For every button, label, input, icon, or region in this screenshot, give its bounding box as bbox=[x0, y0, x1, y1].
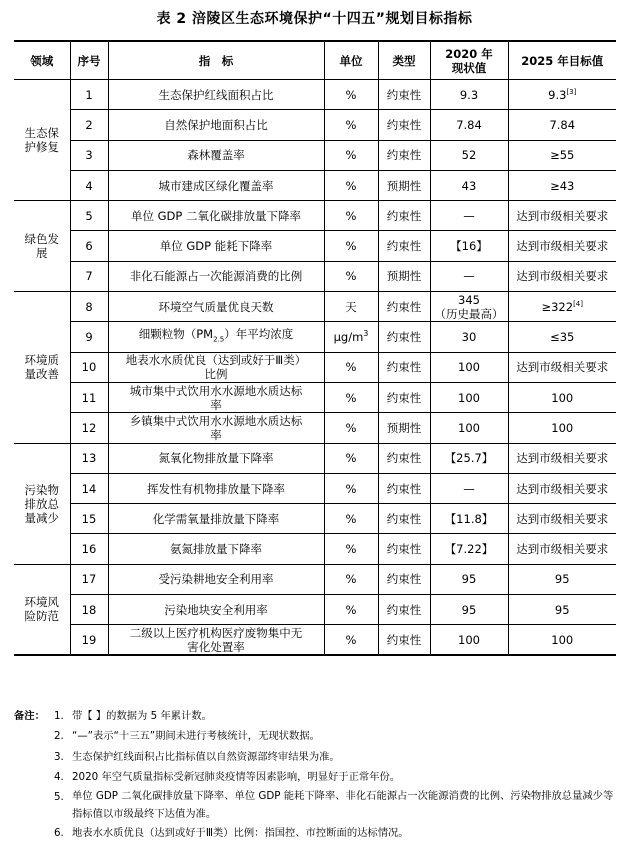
table-row bbox=[14, 564, 616, 594]
header-unit: 单位 bbox=[324, 41, 378, 80]
value-2025-cell: 达到市级相关要求 bbox=[508, 504, 616, 534]
unit-cell: % bbox=[324, 443, 378, 473]
type-cell: 约束性 bbox=[378, 201, 430, 231]
value-2020-cell: 100 bbox=[430, 352, 508, 382]
type-cell: 约束性 bbox=[378, 564, 430, 594]
value-2020-cell: 100 bbox=[430, 382, 508, 412]
value-2020-cell: — bbox=[430, 201, 508, 231]
notes-label: 备注： bbox=[14, 710, 45, 722]
unit-cell: % bbox=[324, 473, 378, 503]
value-2025-cell: 100 bbox=[508, 382, 616, 412]
header-indicator: 指 标 bbox=[108, 41, 324, 80]
seq-cell: 6 bbox=[70, 231, 108, 261]
table-row bbox=[14, 322, 616, 352]
value-2020-cell: 52 bbox=[430, 140, 508, 170]
unit-cell: 天 bbox=[324, 292, 378, 322]
indicator-cell: 单位 GDP 二氧化碳排放量下降率 bbox=[108, 201, 324, 231]
indicator-table bbox=[14, 40, 616, 656]
indicator-cell: 细颗粒物$(PM_{2.5})$年平均浓度 bbox=[108, 322, 324, 352]
seq-cell: 14 bbox=[70, 473, 108, 503]
unit-cell: % bbox=[324, 201, 378, 231]
value-2020-cell: 95 bbox=[430, 595, 508, 625]
table-row bbox=[14, 201, 616, 231]
indicator-cell: 环境空气质量优良天数 bbox=[108, 292, 324, 322]
type-cell: 约束性 bbox=[378, 140, 430, 170]
unit-cell: $\mu g/m^3$ bbox=[324, 322, 378, 352]
unit-cell: % bbox=[324, 413, 378, 443]
table-title: 表 2 涪陵区生态环境保护“十四五”规划目标指标 bbox=[156, 11, 473, 27]
seq-cell: 7 bbox=[70, 261, 108, 291]
domain-cell: 污染物 排放总 量减少 bbox=[14, 443, 70, 564]
unit-cell: % bbox=[324, 595, 378, 625]
table-row bbox=[14, 473, 616, 503]
table-row bbox=[14, 292, 616, 322]
type-cell: 预期性 bbox=[378, 261, 430, 291]
seq-cell: 8 bbox=[70, 292, 108, 322]
unit-cell: % bbox=[324, 504, 378, 534]
table-row bbox=[14, 443, 616, 473]
value-2020-cell: 【7.22】 bbox=[430, 534, 508, 564]
type-cell: 约束性 bbox=[378, 382, 430, 412]
seq-cell: 13 bbox=[70, 443, 108, 473]
value-2025-cell: 9.3[3] bbox=[508, 80, 616, 110]
header-2025: 2025 年目标值 bbox=[508, 41, 616, 80]
value-2020-cell: 100 bbox=[430, 413, 508, 443]
table-row bbox=[14, 413, 616, 443]
footnote-ref: [4] bbox=[573, 299, 583, 308]
indicator-cell: 化学需氧量排放量下降率 bbox=[108, 504, 324, 534]
value-2025-cell: 达到市级相关要求 bbox=[508, 261, 616, 291]
value-2025-cell: 100 bbox=[508, 625, 616, 655]
table-row bbox=[14, 110, 616, 140]
table-row bbox=[14, 504, 616, 534]
note-item: 备注： 1. 带【 】的数据为 5 年累计数。 bbox=[14, 706, 624, 726]
table-row bbox=[14, 382, 616, 412]
seq-cell: 1 bbox=[70, 80, 108, 110]
type-cell: 约束性 bbox=[378, 504, 430, 534]
table-row bbox=[14, 261, 616, 291]
table-row bbox=[14, 534, 616, 564]
value-2020-cell: 【11.8】 bbox=[430, 504, 508, 534]
table-row bbox=[14, 595, 616, 625]
domain-cell: 绿色发 展 bbox=[14, 201, 70, 292]
value-2020-cell: 7.84 bbox=[430, 110, 508, 140]
seq-cell: 9 bbox=[70, 322, 108, 352]
value-2020-cell: 95 bbox=[430, 564, 508, 594]
indicator-cell: 森林覆盖率 bbox=[108, 140, 324, 170]
note-item: 2. “—”表示“十三五”期间未进行考核统计，无现状数据。 bbox=[54, 730, 320, 743]
type-cell: 约束性 bbox=[378, 322, 430, 352]
type-cell: 预期性 bbox=[378, 170, 430, 200]
type-cell: 约束性 bbox=[378, 534, 430, 564]
table-row bbox=[14, 80, 616, 110]
table-row bbox=[14, 231, 616, 261]
unit-cell: % bbox=[324, 140, 378, 170]
indicator-cell: 氨氮排放量下降率 bbox=[108, 534, 324, 564]
type-cell: 约束性 bbox=[378, 110, 430, 140]
unit-cell: % bbox=[324, 625, 378, 655]
value-2025-cell: 达到市级相关要求 bbox=[508, 473, 616, 503]
value-2025-cell: ≥55 bbox=[508, 140, 616, 170]
seq-cell: 11 bbox=[70, 382, 108, 412]
unit-cell: % bbox=[324, 80, 378, 110]
header-seq: 序号 bbox=[70, 41, 108, 80]
value-2025-cell: 95 bbox=[508, 564, 616, 594]
unit-cell: % bbox=[324, 261, 378, 291]
indicator-cell: 生态保护红线面积占比 bbox=[108, 80, 324, 110]
header-2020 bbox=[430, 41, 508, 80]
indicator-cell: 城市集中式饮用水水源地水质达标 率 bbox=[108, 382, 324, 412]
seq-cell: 16 bbox=[70, 534, 108, 564]
unit-cell: % bbox=[324, 534, 378, 564]
seq-cell: 2 bbox=[70, 110, 108, 140]
type-cell: 约束性 bbox=[378, 443, 430, 473]
value-2025-cell: 达到市级相关要求 bbox=[508, 231, 616, 261]
indicator-cell: 污染地块安全利用率 bbox=[108, 595, 324, 625]
unit-cell: % bbox=[324, 352, 378, 382]
unit-cell: % bbox=[324, 382, 378, 412]
domain-cell: 生态保 护修复 bbox=[14, 80, 70, 201]
note-item: 5. 单位 GDP 二氧化碳排放量下降率、单位 GDP 能耗下降率、非化石能源占一次能源消费的比例、污染物排放总量减少等指标值以市级最终下达值为准。 bbox=[54, 790, 614, 821]
value-2025-cell: 达到市级相关要求 bbox=[508, 443, 616, 473]
value-2025-cell: ≤35 bbox=[508, 322, 616, 352]
indicator-cell: 地表水水质优良（达到或好于Ⅲ类） 比例 bbox=[108, 352, 324, 382]
unit-cell: % bbox=[324, 170, 378, 200]
indicator-cell: 自然保护地面积占比 bbox=[108, 110, 324, 140]
value-2020-cell: — bbox=[430, 473, 508, 503]
header-type: 类型 bbox=[378, 41, 430, 80]
value-2020-cell: 100 bbox=[430, 625, 508, 655]
indicator-cell: 非化石能源占一次能源消费的比例 bbox=[108, 261, 324, 291]
value-2025-cell: ≥322[4] bbox=[508, 292, 616, 322]
type-cell: 约束性 bbox=[378, 231, 430, 261]
seq-cell: 5 bbox=[70, 201, 108, 231]
type-cell: 约束性 bbox=[378, 625, 430, 655]
notes-section bbox=[14, 706, 624, 843]
header-domain: 领域 bbox=[14, 41, 70, 80]
header-row bbox=[14, 41, 616, 80]
value-2025-cell: ≥43 bbox=[508, 170, 616, 200]
type-cell: 预期性 bbox=[378, 413, 430, 443]
unit-cell: % bbox=[324, 231, 378, 261]
type-cell: 约束性 bbox=[378, 473, 430, 503]
table-row bbox=[14, 170, 616, 200]
seq-cell: 12 bbox=[70, 413, 108, 443]
seq-cell: 18 bbox=[70, 595, 108, 625]
domain-cell: 环境质 量改善 bbox=[14, 292, 70, 443]
table-row bbox=[14, 352, 616, 382]
value-2025-cell: 达到市级相关要求 bbox=[508, 201, 616, 231]
value-2020-cell: 【16】 bbox=[430, 231, 508, 261]
footnote-ref: [3] bbox=[566, 87, 577, 96]
domain-cell: 环境风 险防范 bbox=[14, 564, 70, 655]
type-cell: 约束性 bbox=[378, 80, 430, 110]
value-2020-cell: 【25.7】 bbox=[430, 443, 508, 473]
unit-cell: % bbox=[324, 564, 378, 594]
note-item: 3. 生态保护红线面积占比指标值以自然资源部终审结果为准。 bbox=[54, 750, 340, 763]
seq-cell: 19 bbox=[70, 625, 108, 655]
header-2020-line1: 2020 年 bbox=[445, 46, 493, 61]
value-2020-cell: 345 （历史最高） bbox=[430, 292, 508, 322]
indicator-cell: 挥发性有机物排放量下降率 bbox=[108, 473, 324, 503]
seq-cell: 3 bbox=[70, 140, 108, 170]
indicator-cell: 二级以上医疗机构医疗废物集中无 害化处置率 bbox=[108, 625, 324, 655]
type-cell: 约束性 bbox=[378, 595, 430, 625]
seq-cell: 10 bbox=[70, 352, 108, 382]
type-cell: 约束性 bbox=[378, 292, 430, 322]
header-2020-line2: 现状值 bbox=[451, 60, 487, 75]
table-row bbox=[14, 625, 616, 655]
table-row bbox=[14, 140, 616, 170]
note-item: 6. 地表水水质优良（达到或好于Ⅲ类）比例：指国控、市控断面的达标情况。 bbox=[54, 827, 409, 840]
seq-cell: 17 bbox=[70, 564, 108, 594]
value-2020-cell: 43 bbox=[430, 170, 508, 200]
value-2020-cell: — bbox=[430, 261, 508, 291]
value-2020-cell: 30 bbox=[430, 322, 508, 352]
value-2025-cell: 达到市级相关要求 bbox=[508, 534, 616, 564]
indicator-cell: 乡镇集中式饮用水水源地水质达标 率 bbox=[108, 413, 324, 443]
type-cell: 约束性 bbox=[378, 352, 430, 382]
value-2025-cell: 95 bbox=[508, 595, 616, 625]
value-2020-cell: 9.3 bbox=[430, 80, 508, 110]
seq-cell: 15 bbox=[70, 504, 108, 534]
value-2025-cell: 达到市级相关要求 bbox=[508, 352, 616, 382]
indicator-cell: 受污染耕地安全利用率 bbox=[108, 564, 324, 594]
indicator-cell: 单位 GDP 能耗下降率 bbox=[108, 231, 324, 261]
value-2025-cell: 100 bbox=[508, 413, 616, 443]
seq-cell: 4 bbox=[70, 170, 108, 200]
indicator-cell: 城市建成区绿化覆盖率 bbox=[108, 170, 324, 200]
indicator-cell: 氮氧化物排放量下降率 bbox=[108, 443, 324, 473]
note-item: 4. 2020 年空气质量指标受新冠肺炎疫情等因素影响，明显好于正常年份。 bbox=[54, 770, 401, 783]
value-2025-cell: 7.84 bbox=[508, 110, 616, 140]
unit-cell: % bbox=[324, 110, 378, 140]
